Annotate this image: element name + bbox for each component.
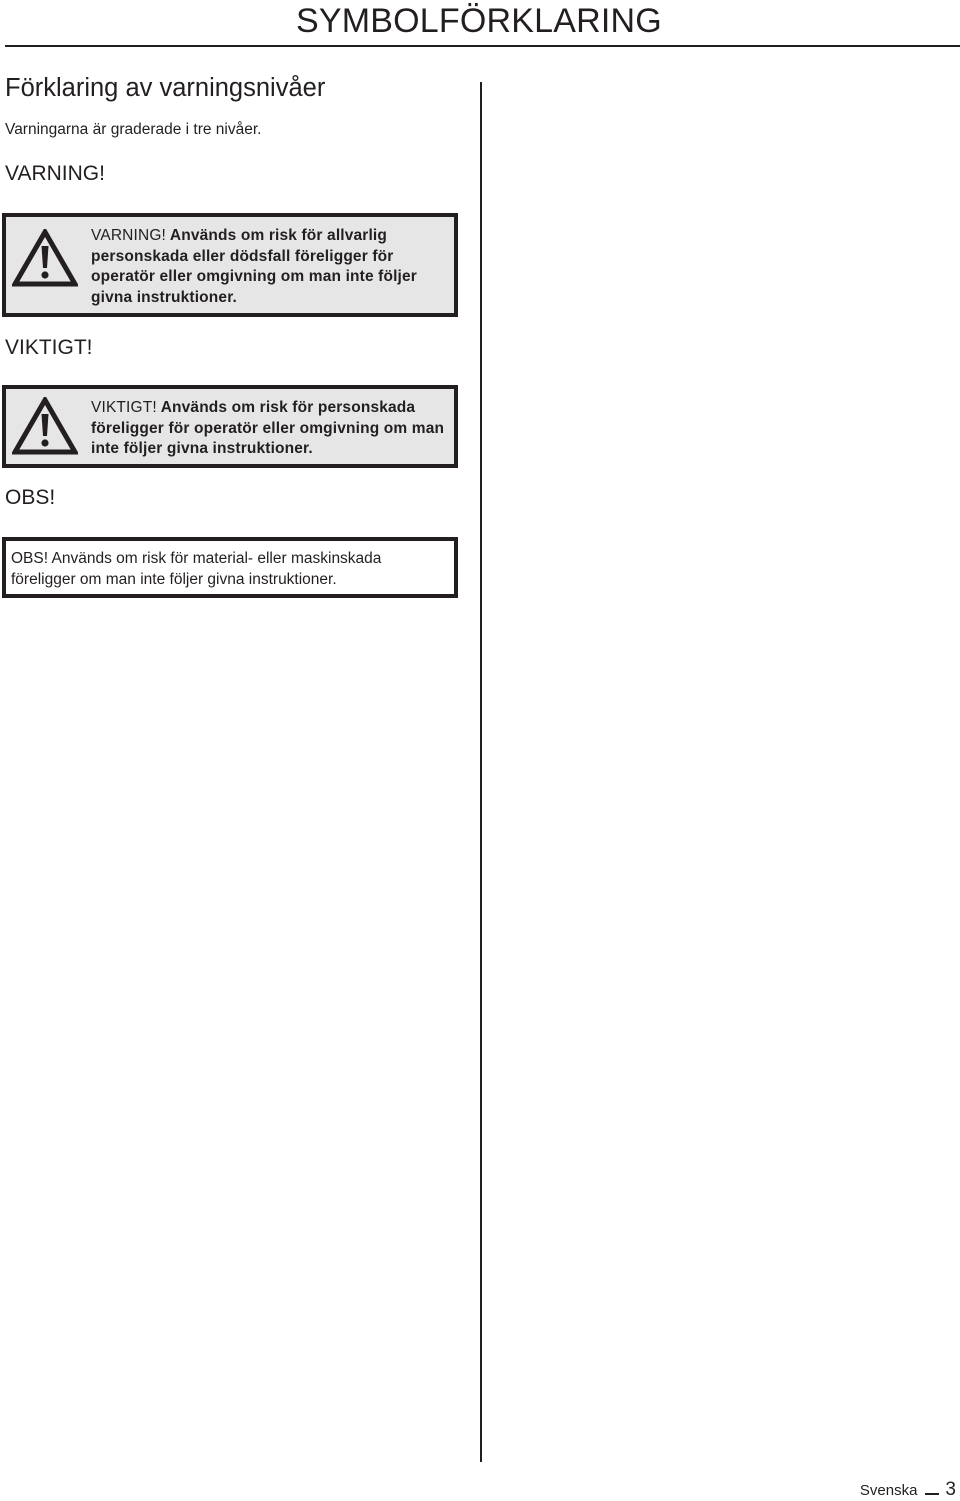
- warning-box-viktigt-body: Används om risk för personskada föreligger för operatör eller omgivning om man inte följer givna instruktioner.: [91, 399, 445, 457]
- warning-box-varning-body: Används om risk för allvarlig personskada eller dödsfall föreligger för operatör eller omgivning om man inte följer givna instruktioner.: [91, 227, 417, 306]
- notice-box-obs-lead: OBS!: [11, 550, 49, 567]
- column-divider: [480, 82, 482, 1462]
- warning-box-viktigt-text: [91, 398, 453, 460]
- header-rule: [5, 45, 960, 47]
- section-intro: Varningarna är graderade i tre nivåer.: [5, 121, 262, 138]
- notice-box-obs-text: [11, 549, 431, 590]
- warning-box-varning-text: [91, 226, 451, 308]
- footer-dash: [925, 1493, 939, 1495]
- page-title: SYMBOLFÖRKLARING: [296, 2, 662, 40]
- warning-triangle-icon: [12, 397, 78, 460]
- warning-box-varning: [2, 213, 458, 317]
- level-label-varning: VARNING!: [5, 162, 105, 185]
- notice-box-obs: [2, 537, 458, 598]
- level-label-obs: OBS!: [5, 486, 56, 509]
- warning-box-viktigt: [2, 385, 458, 468]
- level-label-viktigt: VIKTIGT!: [5, 336, 93, 359]
- footer-language: Svenska: [859, 1482, 918, 1499]
- section-heading: Förklaring av varningsnivåer: [5, 74, 326, 102]
- warning-box-varning-lead: VARNING!: [91, 227, 166, 244]
- warning-triangle-icon: [12, 229, 78, 292]
- page-number: 3: [945, 1479, 956, 1500]
- warning-box-viktigt-lead: VIKTIGT!: [91, 399, 157, 416]
- notice-box-obs-body: Används om risk för material- eller maskinskada föreligger om man inte följer givna instruktioner.: [11, 550, 382, 588]
